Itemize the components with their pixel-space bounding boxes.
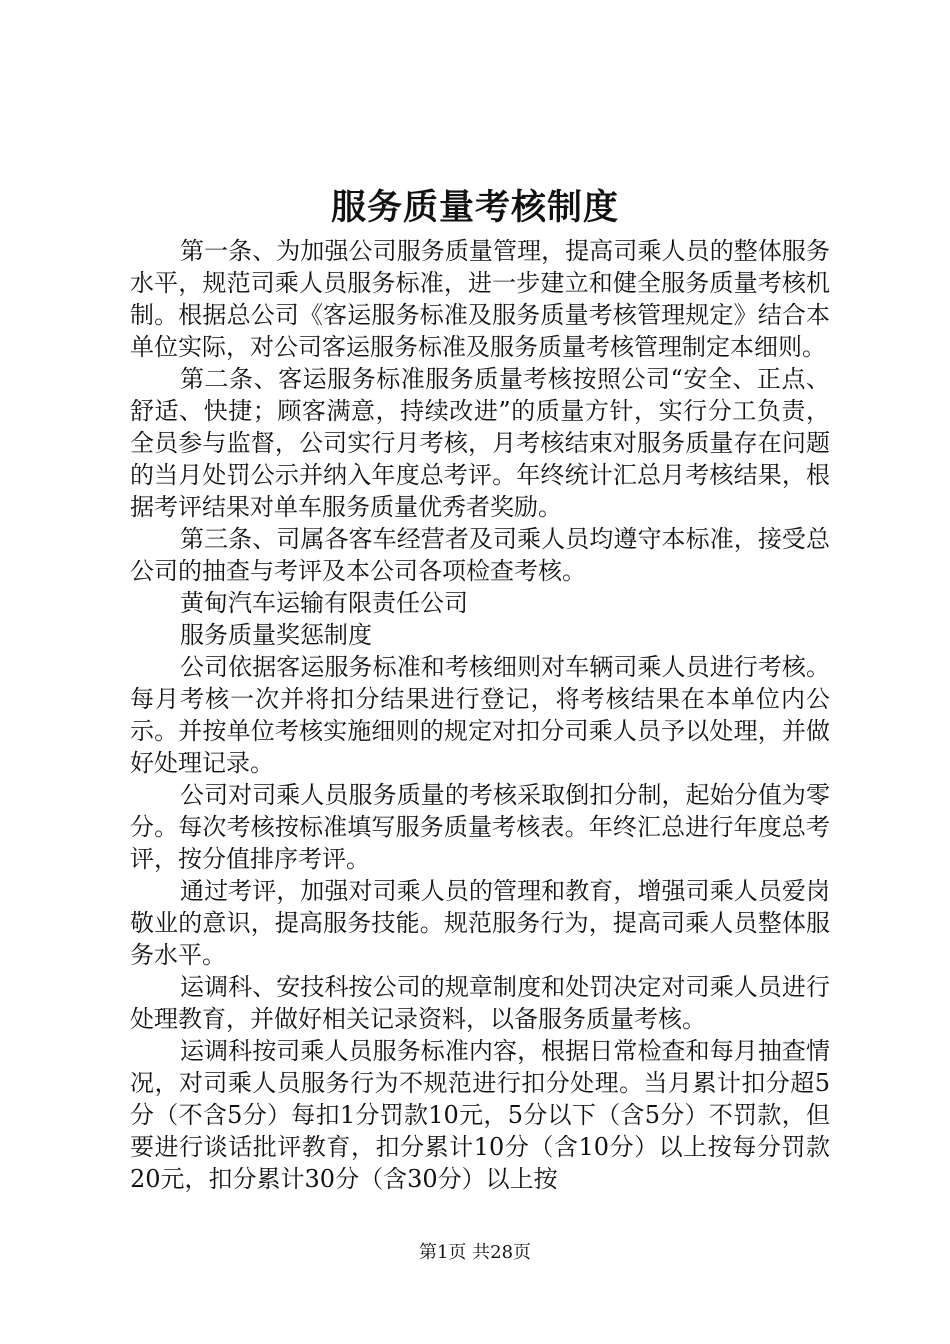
document-body: [130, 235, 830, 1195]
rule-paragraph-3: 通过考评，加强对司乘人员的管理和教育，增强司乘人员爱岗敬业的意识，提高服务技能。规范服务行为，提高司乘人员整体服务水平。: [130, 877, 830, 969]
section-subtitle: 服务质量奖惩制度: [180, 621, 372, 649]
article-3: 第三条、司属各客车经营者及司乘人员均遵守本标准，接受总公司的抽查与考评及本公司各项检查考核。: [130, 525, 830, 585]
rule-paragraph-1: 公司依据客运服务标准和考核细则对车辆司乘人员进行考核。每月考核一次并将扣分结果进行登记，将考核结果在本单位内公示。并按单位考核实施细则的规定对扣分司乘人员予以处理，并做好处理记录。: [130, 653, 830, 777]
page-title: 服务质量考核制度: [330, 187, 619, 228]
article-1: 第一条、为加强公司服务质量管理，提高司乘人员的整体服务水平，规范司乘人员服务标准，进一步建立和健全服务质量考核机制。根据总公司《客运服务标准及服务质量考核管理规定》结合本单位实际，对公司客运服务标准及服务质量考核管理制定本细则。: [130, 237, 830, 361]
rule-paragraph-5: 运调科按司乘人员服务标准内容，根据日常检查和每月抽查情况，对司乘人员服务行为不规范进行扣分处理。当月累计扣分超5分（不含5分）每扣1分罚款10元，5分以下（含5分）不罚款，但要进行谈话批评教育，扣分累计10分（含10分）以上按每分罚款20元，扣分累计30分（含30分）以上按: [130, 1037, 830, 1193]
article-2: 第二条、客运服务标准服务质量考核按照公司“安全、正点、舒适、快捷；顾客满意，持续改进”的质量方针，实行分工负责，全员参与监督，公司实行月考核，月考核结束对服务质量存在问题的当月处罚公示并纳入年度总考评。年终统计汇总月考核结果，根据考评结果对单车服务质量优秀者奖励。: [130, 365, 830, 521]
rule-paragraph-2: 公司对司乘人员服务质量的考核采取倒扣分制，起始分值为零分。每次考核按标准填写服务质量考核表。年终汇总进行年度总考评，按分值排序考评。: [130, 781, 830, 873]
rule-paragraph-4: 运调科、安技科按公司的规章制度和处罚决定对司乘人员进行处理教育，并做好相关记录资料，以备服务质量考核。: [130, 973, 830, 1033]
page-footer: 第1页 共28页: [418, 1242, 532, 1263]
company-name: 黄甸汽车运输有限责任公司: [180, 589, 468, 617]
